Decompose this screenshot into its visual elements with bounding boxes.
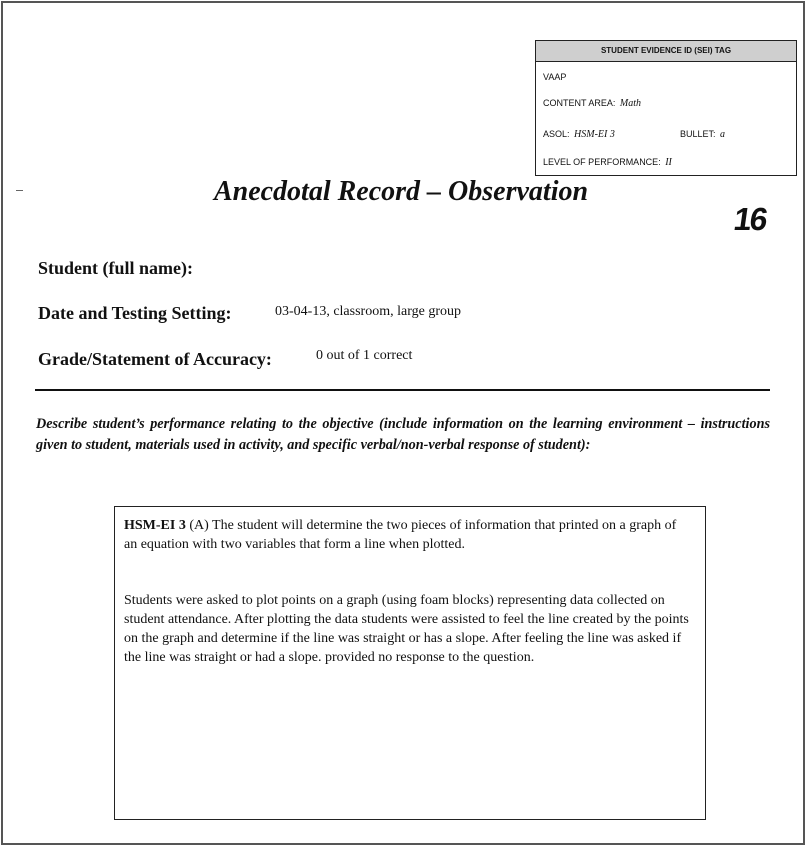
sei-tag-header: STUDENT EVIDENCE ID (SEI) TAG (536, 41, 796, 62)
sei-asol-row (543, 129, 783, 140)
observation-paragraph: Students were asked to plot points on a graph (using foam blocks) representing data collected on student attendance. After plotting the data students were assisted to feel the line created by the points on the graph and determine if the line was straight or has a slope. After feeling the line was asked if the line was straight or had a slope. provided no response to the question. (124, 593, 689, 665)
response-box (114, 506, 706, 820)
handwritten-page-number: 16 (731, 201, 769, 237)
asol-value: HSM-EI 3 (574, 129, 615, 140)
student-name-label: Student (full name): (38, 258, 194, 278)
grade-accuracy-label: Grade/Statement of Accuracy: (38, 349, 272, 369)
sei-tag-box (535, 40, 797, 176)
date-setting-value: 03-04-13, classroom, large group (275, 304, 461, 319)
section-divider (35, 389, 770, 391)
sei-content-area (543, 98, 641, 109)
content-area-value: Math (619, 98, 641, 109)
bullet-label: BULLET: (680, 129, 716, 139)
objective-paragraph (124, 516, 684, 554)
document-page (1, 1, 805, 845)
performance-instructions: Describe student’s performance relating to the objective (include information on the learning environment – instructions given to student, materials used in activity, and specific verbal/non-verbal response of student): (36, 416, 770, 453)
level-value: II (665, 157, 672, 168)
page-title: Anecdotal Record – Observation (213, 176, 589, 207)
level-label: LEVEL OF PERFORMANCE: (543, 157, 661, 167)
sei-program: VAAP (543, 72, 567, 82)
objective-code: HSM-EI 3 (124, 518, 186, 533)
date-setting-label: Date and Testing Setting: (38, 303, 232, 323)
grade-accuracy-value: 0 out of 1 correct (316, 348, 413, 363)
sei-level-row (543, 157, 672, 168)
bullet-field (680, 129, 725, 140)
bullet-value: a (720, 129, 726, 140)
objective-text: (A) The student will determine the two pieces of information that printed on a graph of an equation with two variables that form a line when plotted. (124, 518, 677, 552)
asol-label: ASOL: (543, 129, 570, 139)
content-area-label: CONTENT AREA: (543, 98, 616, 108)
